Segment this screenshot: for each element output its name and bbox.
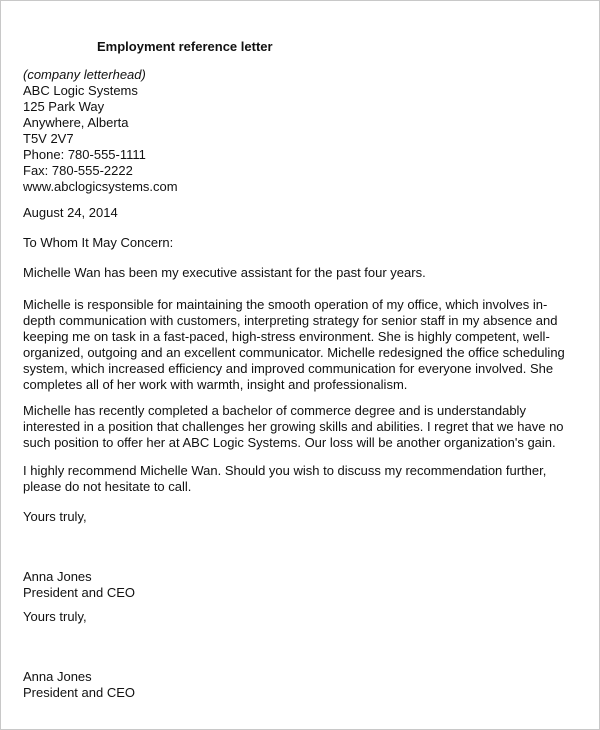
fax-number: Fax: 780-555-2222 [23,163,133,178]
postal-code: T5V 2V7 [23,131,74,146]
paragraph-intro [23,265,571,281]
paragraph-line: system, which increased efficiency and improved communication for everyone involved. She [23,361,554,376]
closing: Yours truly, [23,509,87,524]
paragraph-line: depth communication with customers, interpreting strategy for senior staff in my absence and [23,313,558,328]
paragraph-line: Michelle is responsible for maintaining the smooth operation of my office, which involves in- [23,297,548,312]
paragraph-line: Michelle Wan has been my executive assistant for the past four years. [23,265,426,280]
signatory-title: President and CEO [23,685,136,700]
paragraph-line: organized, outgoing and an excellent communicator. Michelle redesigned the office scheduling [23,345,565,360]
website: www.abclogicsystems.com [23,179,178,194]
paragraph-line: such position to offer her at ABC Logic Systems. Our loss will be another organization's gain. [23,435,556,450]
paragraph-line: I highly recommend Michelle Wan. Should you wish to discuss my recommendation further, [23,463,547,478]
city-province: Anywhere, Alberta [23,115,129,130]
paragraph-education [23,403,571,451]
signatory-name: Anna Jones [23,569,92,584]
paragraph-responsibilities [23,297,571,393]
letter-date: August 24, 2014 [23,205,118,220]
signatory-title: President and CEO [23,585,136,600]
letterhead [23,67,571,195]
paragraph-recommendation [23,463,571,495]
letterhead-note: (company letterhead) [23,67,146,82]
signatory-name: Anna Jones [23,669,92,684]
company-name: ABC Logic Systems [23,83,138,98]
salutation: To Whom It May Concern: [23,235,174,250]
street-address: 125 Park Way [23,99,105,114]
paragraph-line: keeping me on task in a fast-paced, high-stress environment. She is highly competent, well- [23,329,550,344]
signature-block [23,669,571,701]
paragraph-line: please do not hesitate to call. [23,479,192,494]
phone-number: Phone: 780-555-1111 [23,147,146,162]
closing: Yours truly, [23,609,87,624]
paragraph-line: completes all of her work with warmth, insight and professionalism. [23,377,408,392]
letter-title: Employment reference letter [97,39,273,54]
paragraph-line: interested in a position that challenges her growing skills and abilities. I regret that we have no [23,419,564,434]
paragraph-line: Michelle has recently completed a bachelor of commerce degree and is understandably [23,403,526,418]
signature-block [23,569,571,601]
